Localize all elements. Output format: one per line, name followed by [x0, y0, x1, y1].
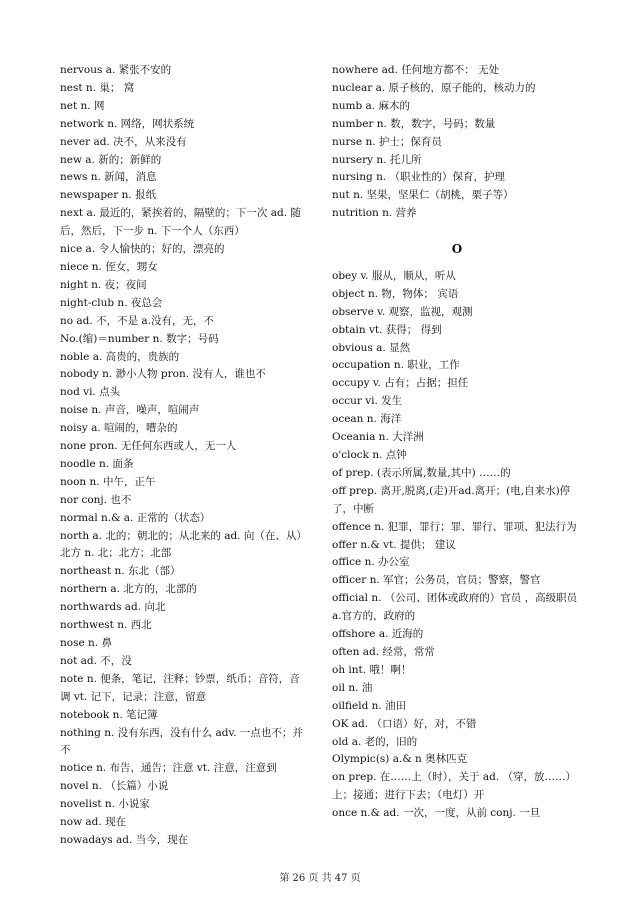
- dictionary-entry: offence n. 犯罪，罪行；罪、罪行、罪项、犯法行为: [332, 520, 577, 533]
- dictionary-entry: noodle n. 面条: [60, 457, 134, 470]
- dictionary-entry: once n.& ad. 一次，一度，从前 conj. 一旦: [332, 807, 541, 820]
- dictionary-entry: nor conj. 也不: [60, 493, 132, 506]
- dictionary-entry: oilfield n. 油田: [332, 699, 407, 712]
- dictionary-entry: next a. 最近的，紧挨着的，隔壁的；下一次 ad. 随后，然后，下一步 n. 下一个人（东西）: [60, 207, 301, 238]
- dictionary-entry: o'clock n. 点钟: [332, 449, 407, 462]
- dictionary-entry: noble a. 高贵的，贵族的: [60, 350, 180, 363]
- dictionary-entry: often ad. 经常，常常: [332, 645, 435, 658]
- dictionary-entry: occupation n. 职业，工作: [332, 359, 460, 372]
- dictionary-entry: northwards ad. 向北: [60, 601, 166, 614]
- dictionary-entry: oil n. 油: [332, 681, 373, 694]
- dictionary-entry: office n. 办公室: [332, 556, 410, 569]
- dictionary-entry: noisy a. 喧闹的，嘈杂的: [60, 422, 178, 435]
- dictionary-entry: none pron. 无任何东西或人，无一人: [60, 440, 237, 453]
- dictionary-entry: northwest n. 西北: [60, 619, 152, 632]
- dictionary-entry: OK ad. （口语）好，对，不错: [332, 717, 477, 730]
- dictionary-entry: never ad. 决不，从来没有: [60, 135, 187, 148]
- dictionary-entry: official n. （公司、团体或政府的）官员 ，高级职员 a.官方的，政府的: [332, 592, 578, 623]
- dictionary-entry: novel n. （长篇）小说: [60, 780, 169, 793]
- dictionary-entry: no ad. 不，不是 a.没有，无，不: [60, 314, 215, 327]
- dictionary-entry: occur vi. 发生: [332, 395, 403, 408]
- dictionary-entry: nuclear a. 原子核的，原子能的，核动力的: [332, 81, 536, 94]
- dictionary-entry: nest n. 巢； 窝: [60, 81, 135, 94]
- dictionary-entry: newspaper n. 报纸: [60, 189, 157, 202]
- dictionary-entry: nothing n. 没有东西，没有什么 adv. 一点也不；并不: [60, 726, 303, 757]
- dictionary-entry: nutrition n. 营养: [332, 207, 417, 220]
- dictionary-entry: observe v. 观察，监视，观测: [332, 305, 473, 318]
- dictionary-entry: officer n. 军官；公务员，官员；警察，警官: [332, 574, 541, 587]
- n-entries-continued: [332, 62, 582, 223]
- dictionary-entry: nervous a. 紧张不安的: [60, 64, 172, 76]
- dictionary-entry: nowadays ad. 当今，现在: [60, 833, 189, 846]
- dictionary-entry: nowhere ad. 任何地方都不： 无处: [332, 64, 500, 76]
- dictionary-entry: not ad. 不，没: [60, 654, 132, 667]
- dictionary-entry: offer n.& vt. 提供； 建议: [332, 538, 456, 551]
- dictionary-entry: Olympic(s) a.& n 奥林匹克: [332, 753, 468, 766]
- dictionary-entry: novelist n. 小说家: [60, 798, 150, 811]
- dictionary-entry: No.(缩)＝number n. 数字；号码: [60, 332, 219, 345]
- dictionary-entry: Oceania n. 大洋洲: [332, 431, 424, 444]
- left-column: [60, 62, 308, 850]
- section-heading-o: O: [451, 242, 463, 257]
- dictionary-entry: occupy v. 占有；占据；担任: [332, 377, 469, 390]
- dictionary-entry: nursery n. 托儿所: [332, 153, 422, 166]
- dictionary-entry: obvious a. 显然: [332, 341, 411, 354]
- dictionary-entry: on prep. 在……上（时），关于 ad. （穿，放……）上；接通；进行下去；（电灯）开: [332, 771, 577, 802]
- dictionary-entry: note n. 便条，笔记，注释；钞票，纸币；音符，音调 vt. 记下，记录；注意，留意: [60, 672, 300, 703]
- dictionary-entry: object n. 物，物体； 宾语: [332, 287, 459, 300]
- dictionary-entry: nursing n. （职业性的）保育，护理: [332, 171, 506, 184]
- page-number-footer: 第 26 页 共 47 页: [279, 873, 361, 884]
- dictionary-entry: nurse n. 护士；保育员: [332, 135, 442, 148]
- dictionary-entry: number n. 数，数字，号码；数量: [332, 117, 496, 130]
- dictionary-entry: nose n. 鼻: [60, 637, 112, 649]
- dictionary-entry: night n. 夜；夜间: [60, 278, 147, 291]
- dictionary-entry: news n. 新闻，消息: [60, 171, 157, 184]
- dictionary-entry: old a. 老的，旧的: [332, 735, 418, 748]
- dictionary-entry: northern a. 北方的，北部的: [60, 583, 197, 596]
- o-entries: [332, 268, 582, 823]
- dictionary-entry: notice n. 布告，通告；注意 vt. 注意，注意到: [60, 762, 277, 775]
- dictionary-entry: oh int. 哦！啊！: [332, 663, 412, 676]
- dictionary-entry: numb a. 麻木的: [332, 99, 410, 112]
- dictionary-entry: nice a. 令人愉快的；好的，漂亮的: [60, 243, 225, 256]
- dictionary-entry: now ad. 现在: [60, 816, 127, 829]
- dictionary-entry: night-club n. 夜总会: [60, 296, 163, 309]
- dictionary-entry: of prep. (表示所属,数量,其中) ……的: [332, 466, 511, 479]
- dictionary-entry: notebook n. 笔记簿: [60, 708, 158, 721]
- right-column: [332, 62, 582, 823]
- dictionary-entry: noon n. 中午，正午: [60, 475, 156, 488]
- dictionary-entry: northeast n. 东北（部）: [60, 565, 181, 578]
- dictionary-entry: obtain vt. 获得； 得到: [332, 323, 442, 336]
- dictionary-entry: niece n. 侄女，甥女: [60, 260, 158, 273]
- dictionary-entry: nobody n. 渺小人物 pron. 没有人，谁也不: [60, 368, 266, 381]
- dictionary-entry: off prep. 离开,脱离,(走)开ad.离开；(电,自来水)停了，中断: [332, 484, 571, 515]
- dictionary-entry: network n. 网络，网状系统: [60, 117, 195, 130]
- dictionary-entry: offshore a. 近海的: [332, 628, 424, 641]
- dictionary-entry: new a. 新的；新鲜的: [60, 153, 162, 166]
- dictionary-entry: net n. 网: [60, 99, 105, 112]
- dictionary-entry: nut n. 坚果，坚果仁（胡桃，栗子等）: [332, 189, 514, 202]
- dictionary-entry: ocean n. 海洋: [332, 413, 402, 426]
- dictionary-entry: noise n. 声音，噪声，喧闹声: [60, 404, 200, 417]
- dictionary-entry: normal n.& a. 正常的（状态）: [60, 511, 211, 524]
- dictionary-entry: nod vi. 点头: [60, 386, 121, 399]
- dictionary-entry: obey v. 服从，顺从，听从: [332, 269, 456, 282]
- dictionary-entry: north a. 北的；朝北的；从北来的 ad. 向（在、从）北方 n. 北；北方；北部: [60, 529, 307, 560]
